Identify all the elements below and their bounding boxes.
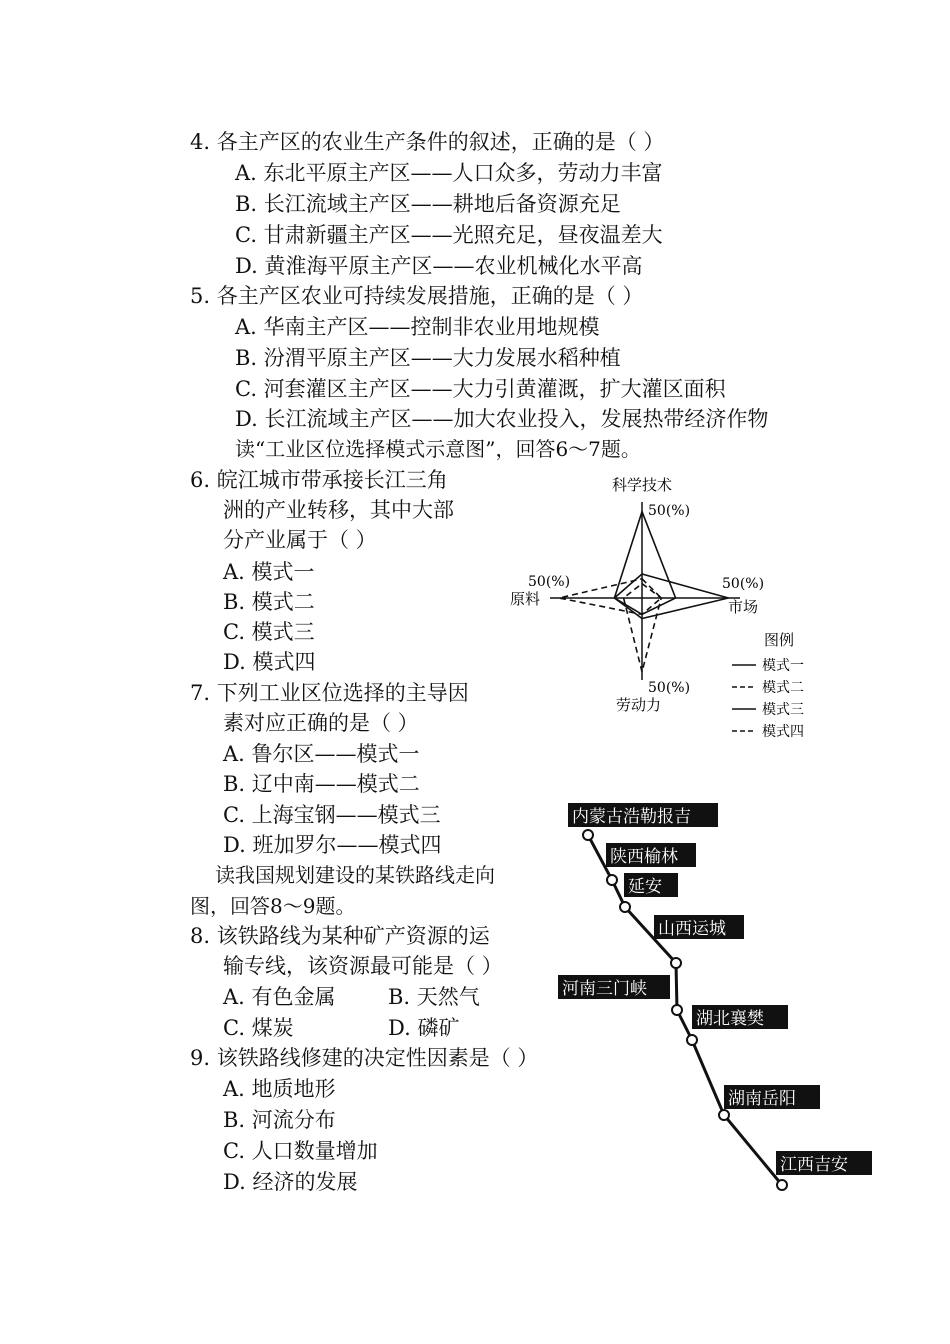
station-label: 江西吉安: [780, 1155, 848, 1175]
q8-option-c: C. 煤炭: [223, 1016, 294, 1040]
q7-option-d: D. 班加罗尔——模式四: [223, 833, 442, 857]
q6-stem-line-2: 洲的产业转移，其中大部: [223, 498, 454, 522]
intro-6-7: 读“工业区位选择模式示意图”，回答6～7题。: [235, 437, 641, 461]
intro-8-9-line-2: 图，回答8～9题。: [190, 894, 356, 918]
axis-value-material: 50(%): [528, 574, 571, 590]
q7-stem-line-2: 素对应正确的是（ ）: [223, 711, 419, 735]
q7-option-a: A. 鲁尔区——模式一: [223, 742, 420, 766]
legend-title: 图例: [764, 631, 795, 649]
q9-stem: 9. 该铁路线修建的决定性因素是（ ）: [190, 1046, 539, 1070]
railway-route-map: [550, 795, 890, 1195]
q6-option-c: C. 模式三: [223, 620, 315, 644]
q6-stem-line-1: 6. 皖江城市带承接长江三角: [190, 468, 448, 492]
axis-value-labor: 50(%): [648, 680, 691, 696]
q5-option-d: D. 长江流域主产区——加大农业投入，发展热带经济作物: [235, 407, 769, 431]
q6-option-b: B. 模式二: [223, 590, 315, 614]
legend-label-2: 模式二: [762, 680, 804, 696]
q8-option-d: D. 磷矿: [388, 1016, 460, 1040]
axis-label-labor: 劳动力: [616, 696, 662, 714]
q6-stem-line-3: 分产业属于（ ）: [223, 528, 377, 552]
q6-option-d: D. 模式四: [223, 650, 316, 674]
q4-stem: 4. 各主产区的农业生产条件的叙述，正确的是（ ）: [190, 130, 665, 154]
q5-option-a: A. 华南主产区——控制非农业用地规模: [235, 315, 600, 339]
q4-option-b: B. 长江流域主产区——耕地后备资源充足: [235, 192, 621, 216]
q8-option-b: B. 天然气: [388, 985, 480, 1009]
q8-option-a: A. 有色金属: [223, 985, 336, 1009]
station-label: 山西运城: [658, 919, 726, 939]
legend-label-4: 模式四: [762, 724, 804, 740]
intro-8-9-line-1: 读我国规划建设的某铁路线走向: [215, 863, 495, 887]
q6-option-a: A. 模式一: [223, 560, 315, 584]
axis-label-technology: 科学技术: [612, 476, 673, 494]
q8-stem-line-2: 输专线，该资源最可能是（ ）: [223, 954, 503, 978]
station-label: 湖北襄樊: [696, 1009, 764, 1029]
station-label: 陕西榆林: [610, 847, 678, 867]
axis-label-market: 市场: [728, 598, 759, 616]
station-label: 延安: [628, 877, 662, 897]
legend-label-3: 模式三: [762, 702, 804, 718]
axis-value-market: 50(%): [722, 576, 765, 592]
q4-option-c: C. 甘肃新疆主产区——光照充足，昼夜温差大: [235, 223, 663, 247]
station-label: 湖南岳阳: [728, 1089, 796, 1109]
q9-option-c: C. 人口数量增加: [223, 1139, 378, 1163]
q7-option-c: C. 上海宝钢——模式三: [223, 803, 441, 827]
station-label: 河南三门峡: [562, 979, 647, 999]
station-label: 内蒙古浩勒报吉: [572, 807, 691, 827]
axis-label-material: 原料: [510, 590, 541, 608]
q9-option-a: A. 地质地形: [223, 1077, 336, 1101]
q7-option-b: B. 辽中南——模式二: [223, 772, 420, 796]
radar-series-4: [559, 579, 661, 615]
q5-stem: 5. 各主产区农业可持续发展措施，正确的是（ ）: [190, 284, 644, 308]
q7-stem-line-1: 7. 下列工业区位选择的主导因: [190, 681, 469, 705]
axis-value-technology: 50(%): [648, 503, 691, 519]
q5-option-b: B. 汾渭平原主产区——大力发展水稻种植: [235, 346, 621, 370]
q8-stem-line-1: 8. 该铁路线为某种矿产资源的运: [190, 924, 490, 948]
q9-option-d: D. 经济的发展: [223, 1170, 358, 1194]
industrial-location-radar: [500, 470, 840, 760]
q4-option-d: D. 黄淮海平原主产区——农业机械化水平高: [235, 254, 643, 278]
q5-option-c: C. 河套灌区主产区——大力引黄灌溉，扩大灌区面积: [235, 377, 726, 401]
q4-option-a: A. 东北平原主产区——人口众多，劳动力丰富: [235, 161, 663, 185]
legend-label-1: 模式一: [762, 658, 804, 674]
q9-option-b: B. 河流分布: [223, 1108, 336, 1132]
